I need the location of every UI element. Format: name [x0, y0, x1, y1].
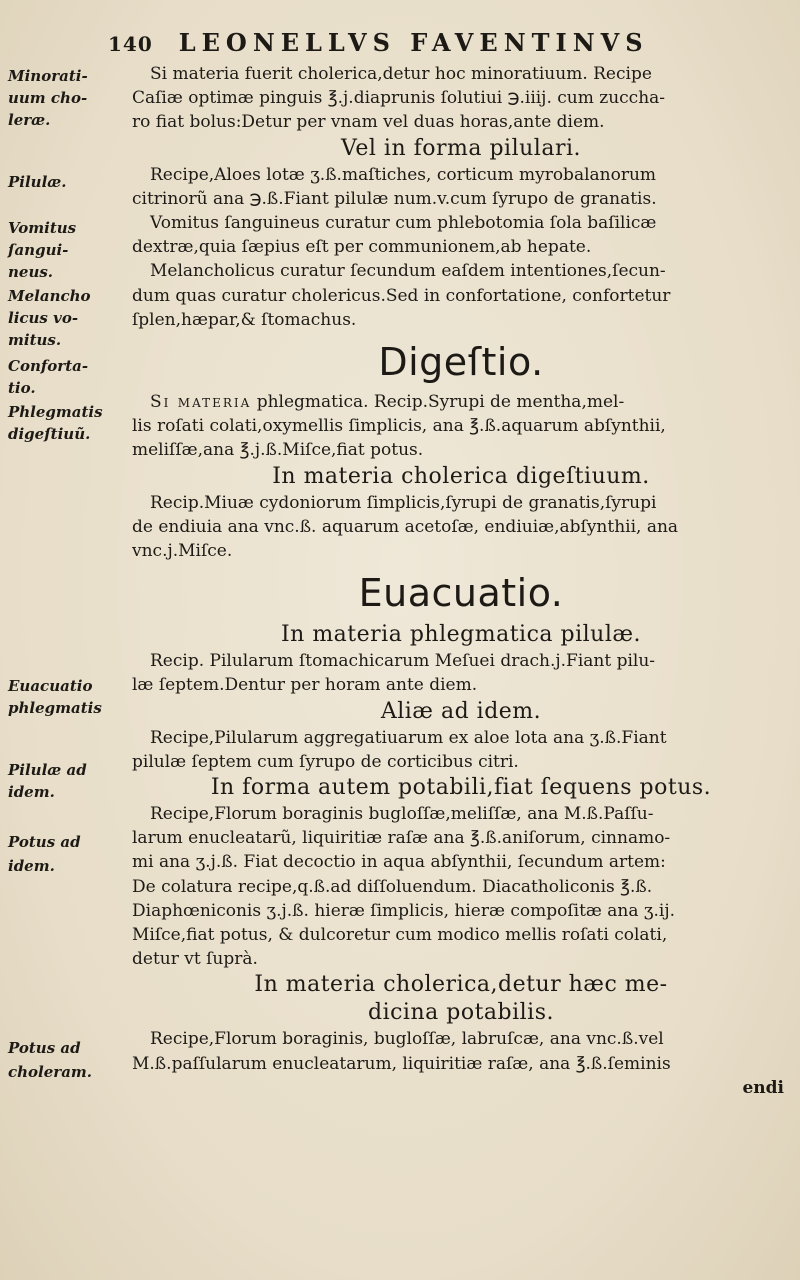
text-line: Recipe,Aloes lotæ ʒ.ß.maſtiches, corticum myrobalanorum [150, 164, 657, 185]
section-heading: Digeſtio. [378, 340, 544, 385]
margin-note: licus vo- [8, 309, 79, 327]
subheading: dicina potabilis. [367, 1000, 554, 1026]
running-title: LEONELLVS FAVENTINVS [178, 28, 649, 57]
margin-note: tio. [8, 379, 36, 397]
page-header [108, 28, 788, 58]
text-line: Vomitus ſanguineus curatur cum phlebotomia ſola baſilicæ [150, 213, 657, 234]
margin-note: Phlegmatis [8, 403, 103, 421]
text-line: ro fiat bolus:Detur per vnam vel duas horas,ante diem. [132, 112, 605, 133]
margin-note: Conforta- [8, 357, 89, 375]
subheading: Aliæ ad idem. [380, 698, 542, 724]
margin-note: mitus. [8, 331, 62, 349]
subheading: In forma autem potabili,fiat ſequens potus. [210, 775, 712, 801]
text-line: pilulæ ſeptem cum ſyrupo de corticibus citri. [132, 751, 519, 772]
text-line: vnc.j.Miſce. [132, 541, 233, 562]
text-line: Caſiæ optimæ pinguis ℥.j.diaprunis ſolutiui ℈.iiij. cum zuccha- [132, 88, 666, 109]
margin-note: choleram. [8, 1063, 93, 1081]
body-text [132, 62, 790, 1100]
section-heading: Euacuatio. [358, 571, 564, 616]
margin-note: idem. [8, 857, 55, 875]
text-line: ſplen,hæpar,& ſtomachus. [132, 309, 357, 330]
text-line: læ ſeptem.Dentur per horam ante diem. [132, 675, 478, 696]
text-line: Si materia fuerit cholerica,detur hoc minoratiuum. Recipe [150, 64, 652, 84]
text-line: citrinorũ ana ℈.ß.Fiant pilulæ num.v.cum ſyrupo de granatis. [132, 188, 657, 209]
text-line: de endiuia ana vnc.ß. aquarum acetoſæ, endiuiæ,abſynthii, ana [132, 516, 679, 537]
margin-note: leræ. [8, 111, 51, 129]
margin-note: Potus ad [8, 833, 81, 851]
text-line: lis roſati colati,oxymellis ſimplicis, ana ℥.ß.aquarum abſynthii, [132, 416, 666, 437]
margin-note: Euacuatio [8, 677, 93, 695]
catchword: endi [742, 1077, 784, 1098]
margin-note: phlegmatis [8, 699, 102, 717]
margin-note: idem. [8, 783, 55, 801]
subheading: In materia cholerica,detur hæc me- [254, 972, 668, 998]
subheading: In materia phlegmatica pilulæ. [280, 622, 642, 648]
margin-note: Pilulæ ad [8, 761, 87, 779]
margin-note: Pilulæ. [8, 173, 67, 191]
text-line: Diaphœniconis ʒ.j.ß. hieræ ſimplicis, hieræ compoſitæ ana ʒ.ij. [132, 900, 676, 921]
text-line: M.ß.paſſularum enucleatarum, liquiritiæ raſæ, ana ℥.ß.ſeminis [132, 1053, 671, 1074]
text-line [132, 390, 790, 414]
margin-note: uum cho- [8, 89, 88, 107]
margin-note: ſangui- [8, 241, 69, 259]
line-text: phlegmatica. Recip.Syrupi de mentha,mel- [256, 392, 625, 413]
page-number: 140 [108, 32, 153, 56]
text-line: mi ana ʒ.j.ß. Fiat decoctio in aqua abſynthii, ſecundum artem: [132, 852, 666, 873]
text-line: meliſſæ,ana ℥.j.ß.Miſce,fiat potus. [132, 440, 424, 461]
text-line: Recip. Pilularum ſtomachicarum Meſuei drach.j.Fiant pilu- [150, 651, 656, 672]
subheading: Vel in forma pilulari. [340, 135, 581, 161]
text-line: Melancholicus curatur ſecundum eaſdem intentiones,ſecun- [150, 261, 666, 282]
text-line: Recipe,Pilularum aggregatiuarum ex aloe lota ana ʒ.ß.Fiant [150, 727, 667, 748]
text-line: dextræ,quia ſæpius eſt per communionem,ab hepate. [132, 237, 592, 258]
margin-note: Vomitus [8, 219, 77, 237]
margin-note: neus. [8, 263, 54, 281]
margin-note: Potus ad [8, 1039, 81, 1057]
text-line: detur vt ſuprà. [132, 949, 258, 970]
text-line: dum quas curatur cholericus.Sed in confortatione, confortetur [132, 285, 671, 306]
lead-words: Si materia [150, 392, 252, 413]
margin-note: digeſtiuũ. [8, 425, 91, 443]
text-line: Recipe,Florum boraginis bugloſſæ,meliſſæ, ana M.ß.Paſſu- [150, 804, 654, 825]
text-line: Miſce,fiat potus, & dulcoretur cum modico mellis roſati colati, [132, 925, 668, 946]
text-line: larum enucleatarũ, liquiritiæ raſæ ana ℥.ß.aniſorum, cinnamo- [132, 828, 671, 849]
text-line: Recipe,Florum boraginis, bugloſſæ, labruſcæ, ana vnc.ß.vel [150, 1029, 664, 1050]
margin-note: Minorati- [8, 67, 88, 85]
margin-note: Melancho [8, 287, 91, 305]
subheading: In materia cholerica digeſtiuum. [272, 463, 650, 489]
text-line: Recip.Miuæ cydoniorum ſimplicis,ſyrupi de granatis,ſyrupi [150, 492, 657, 513]
text-line: De colatura recipe,q.ß.ad diſſoluendum. Diacatholiconis ℥.ß. [132, 876, 653, 897]
